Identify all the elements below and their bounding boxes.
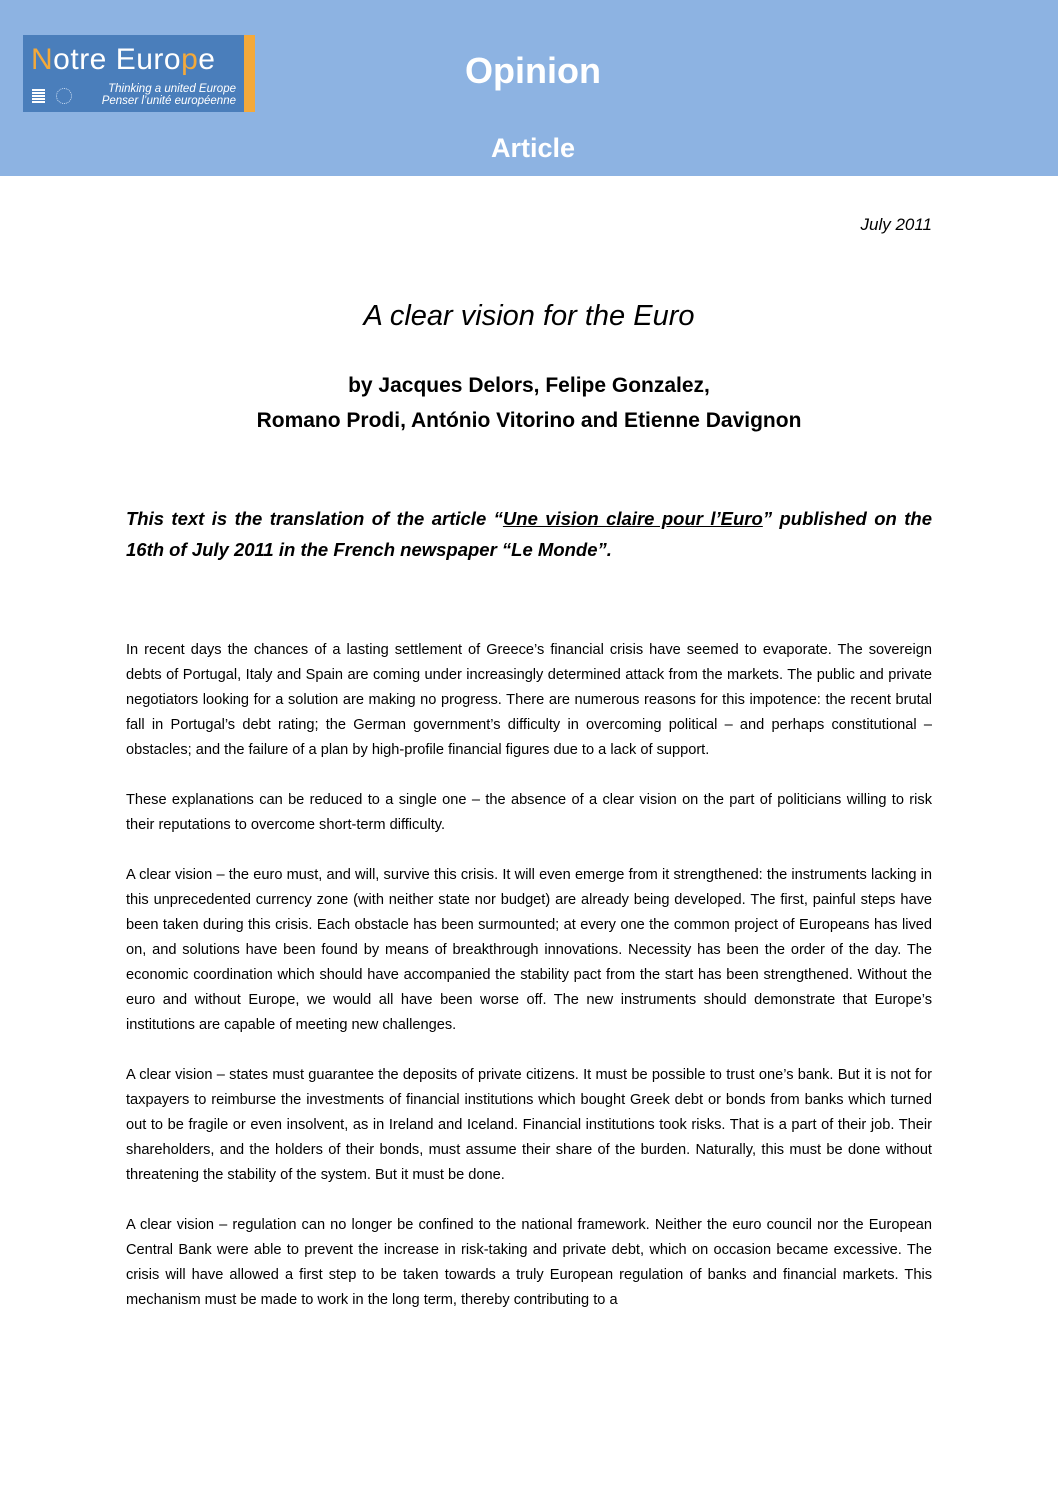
- paragraph: In recent days the chances of a lasting settlement of Greece’s financial crisis have seemed to evaporate. The sovereign debts of Portugal, Italy and Spain are coming under increasingly determined attack from the markets. The public and private negotiators looking for a solution are making no progress. There are numerous reasons for this impotence: the recent brutal fall in Portugal’s debt rating; the German government’s difficulty in overcoming political – and perhaps constitutional – obstacles; and the failure of a plan by high-profile financial figures due to a lack of support.: [126, 642, 932, 758]
- paragraph: These explanations can be reduced to a single one – the absence of a clear vision on the part of politicians willing to risk their reputations to overcome short-term difficulty.: [126, 792, 932, 833]
- authors-line: Romano Prodi, António Vitorino and Etienne Davignon: [256, 409, 802, 432]
- paragraph: A clear vision – regulation can no longer be confined to the national framework. Neither the euro council nor the European Central Bank were able to prevent the increase in risk-taking and private debt, which on occasion became excessive. The crisis will have allowed a first step to be taken towards a truly European regulation of banks and financial markets. This mechanism must be made to work in the long term, thereby contributing to a: [126, 1217, 932, 1308]
- authors: [0, 368, 1058, 438]
- section-title: Opinion: [465, 50, 601, 91]
- article-title: A clear vision for the Euro: [363, 300, 695, 332]
- paragraph: A clear vision – states must guarantee the deposits of private citizens. It must be possible to trust one’s bank. But it is not for taxpayers to reimburse the investments of financial institutions which bought Greek debt or bonds from banks which turned out to be fragile or even insolvent, as in Ireland and Iceland. Financial institutions took risks. That is a part of their job. Their shareholders, and the holders of their bonds, must assume their share of the burden. Naturally, this must be done without threatening the stability of the system. But it must be done.: [126, 1067, 932, 1183]
- authors-line: by Jacques Delors, Felipe Gonzalez,: [348, 374, 710, 397]
- logo-tagline: Thinking a united Europe Penser l’unité européenne: [101, 83, 236, 107]
- paragraph: A clear vision – the euro must, and will, survive this crisis. It will even emerge from it strengthened: the instruments lacking in this unprecedented currency zone (with neither state nor budget) are already being developed. The first, painful steps have been taken during this crisis. Each obstacle has been surmounted; at every one the common project of Europeans has lived on, and solutions have been found by means of breakthrough innovations. Necessity has been the order of the day. The economic coordination which should have accompanied the stability pact from the start has been strengthened. Without the euro and without Europe, we would all have been worse off. The new instruments should demonstrate that Europe’s institutions are capable of meeting new challenges.: [126, 867, 932, 1033]
- logo-name: Notre Europe: [31, 43, 216, 76]
- document-type: Article: [490, 133, 576, 163]
- article-body: [126, 638, 932, 1338]
- original-article-link[interactable]: Une vision claire pour l’Euro: [502, 508, 763, 529]
- publication-date: July 2011: [860, 215, 932, 234]
- translation-note: This text is the translation of the article “Une vision claire pour l’Euro” published on the 16th of July 2011 in the French newspaper “Le Monde”.: [126, 508, 932, 560]
